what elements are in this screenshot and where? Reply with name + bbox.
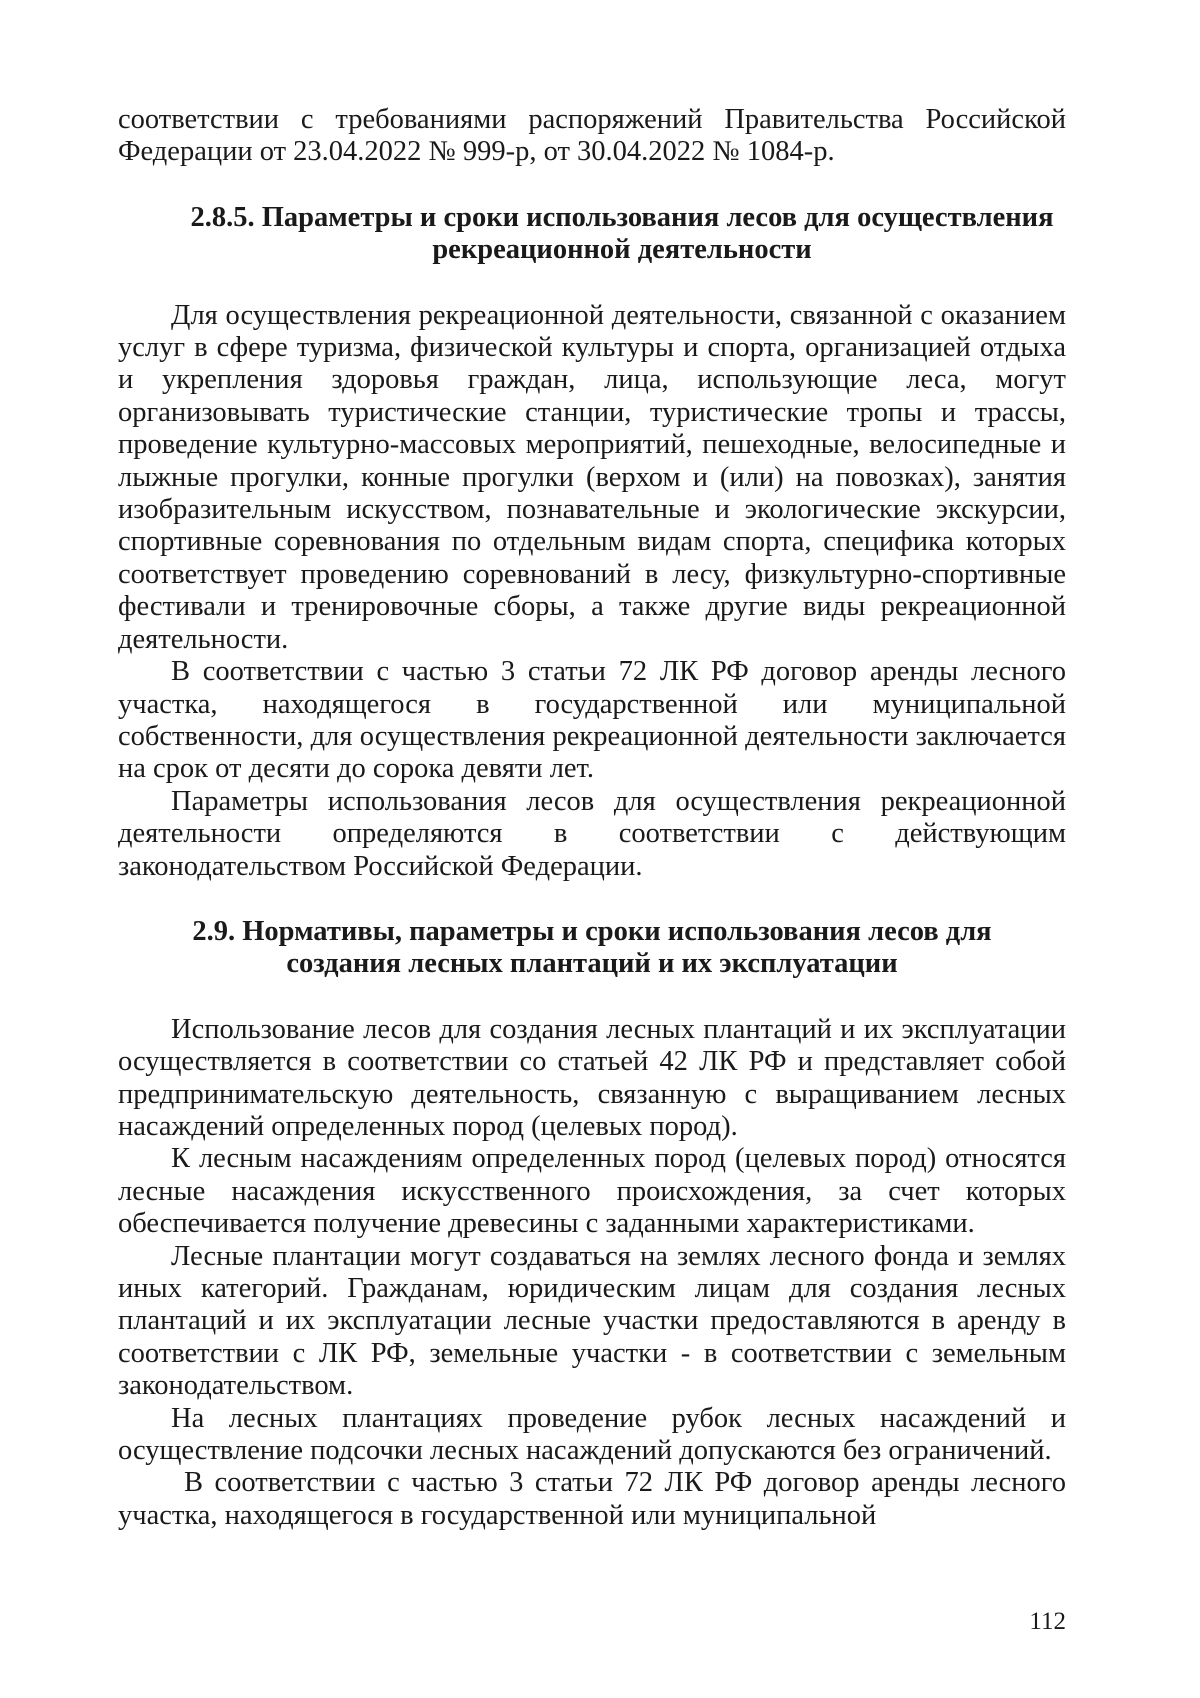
- document-page: [118, 104, 1066, 1532]
- section-heading-2-9: [118, 916, 1066, 981]
- heading-line-1: 2.9. Нормативы, параметры и сроки использования лесов для: [192, 915, 992, 947]
- paragraph: Лесные плантации могут создаваться на землях лесного фонда и землях иных категорий. Гражданам, юридическим лицам для создания лесных плантаций и их эксплуатации лесные участки предоставляются в аренду в соответствии с ЛК РФ, земельные участки - в соответствии с земельным законодательством.: [118, 1240, 1066, 1402]
- paragraph: Использование лесов для создания лесных плантаций и их эксплуатации осуществляется в соответствии со статьей 42 ЛК РФ и представляет собой предпринимательскую деятельность, связанную с выращиванием лесных насаждений определенных пород (целевых пород).: [118, 1013, 1066, 1142]
- heading-line-2: создания лесных плантаций и их эксплуатации: [286, 948, 898, 980]
- paragraph-continuation: соответствии с требованиями распоряжений Правительства Российской Федерации от 23.04.2022 № 999-р, от 30.04.2022 № 1084-р.: [118, 104, 1066, 168]
- paragraph: На лесных плантациях проведение рубок лесных насаждений и осуществление подсочки лесных насаждений допускаются без ограничений.: [118, 1402, 1066, 1467]
- section-heading-2-8-5: [118, 202, 1066, 267]
- heading-line-2: рекреационной деятельности: [432, 234, 812, 266]
- paragraph: Для осуществления рекреационной деятельности, связанной с оказанием услуг в сфере туризма, физической культуры и спорта, организацией отдыха и укрепления здоровья граждан, лица, использующие леса, могут организовывать туристические станции, туристические тропы и трассы, проведение культурно-массовых мероприятий, пешеходные, велосипедные и лыжные прогулки, конные прогулки (верхом и (или) на повозках), занятия изобразительным искусством, познавательные и экологические экскурсии, спортивные соревнования по отдельным видам спорта, специфика которых соответствует проведению соревнований в лесу, физкультурно-спортивные фестивали и тренировочные сборы, а также другие виды рекреационной деятельности.: [118, 299, 1066, 655]
- paragraph: В соответствии с частью 3 статьи 72 ЛК РФ договор аренды лесного участка, находящегося в государственной или муниципальной собственности, для осуществления рекреационной деятельности заключается на срок от десяти до сорока девяти лет.: [118, 656, 1066, 785]
- page-number: 112: [1029, 1608, 1066, 1635]
- paragraph: В соответствии с частью 3 статьи 72 ЛК РФ договор аренды лесного участка, находящегося в государственной или муниципальной: [118, 1467, 1066, 1531]
- paragraph: Параметры использования лесов для осуществления рекреационной деятельности определяются в соответствии с действующим законодательством Российской Федерации.: [118, 785, 1066, 882]
- heading-line-1: 2.8.5. Параметры и сроки использования лесов для осуществления: [190, 201, 1054, 233]
- paragraph: К лесным насаждениям определенных пород (целевых пород) относятся лесные насаждения искусственного происхождения, за счет которых обеспечивается получение древесины с заданными характеристиками.: [118, 1143, 1066, 1240]
